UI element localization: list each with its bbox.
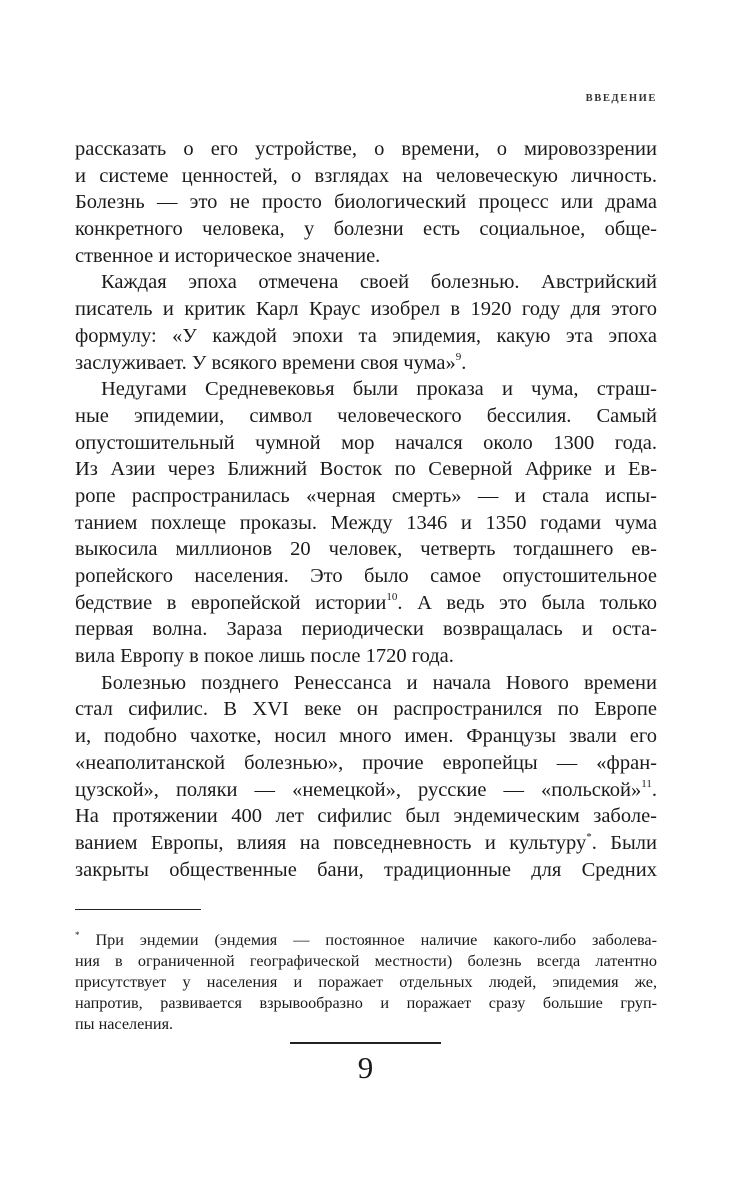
footnote-line <box>75 993 657 1014</box>
text-run: опустошительный чумной мор начался около 1300 года. <box>75 431 657 454</box>
body-text <box>75 136 657 883</box>
text-run: первая волна. Зараза периодически возвращалась и оста- <box>75 618 657 641</box>
body-line <box>75 296 657 323</box>
text-run: цузской», поляки — «немецкой», русские — «польской» <box>75 778 642 801</box>
body-line <box>75 750 657 777</box>
footnote-reference: * <box>586 830 592 843</box>
body-line <box>75 777 657 804</box>
text-run: Из Азии через Ближний Восток по Северной Африке и Ев- <box>75 458 657 481</box>
footnote-divider <box>75 909 201 910</box>
text-run: ственное и историческое значение. <box>75 244 381 267</box>
footnote-reference: * <box>75 930 80 940</box>
body-line <box>75 483 657 510</box>
text-run: пы населения. <box>75 1015 174 1033</box>
text-run: . Были <box>591 831 657 854</box>
body-line <box>75 350 657 377</box>
text-run: При эндемии (эндемия — постоянное наличие какого-либо заболева- <box>79 931 657 949</box>
text-run: вила Европу в покое лишь после 1720 года. <box>75 645 454 668</box>
body-line <box>75 216 657 243</box>
text-run: и, подобно чахотке, носил много имен. Французы звали его <box>75 725 657 748</box>
text-run: ные эпидемии, символ человеческого бессилия. Самый <box>75 404 657 427</box>
page-number: 9 <box>357 1050 374 1085</box>
body-line <box>75 670 657 697</box>
body-line <box>75 430 657 457</box>
text-run: заслуживает. У всякого времени своя чума» <box>75 351 456 374</box>
text-run: ропейского населения. Это было самое опустошительное <box>75 565 657 587</box>
text-run: присутствует у населения и поражает отдельных людей, эпидемия же, <box>75 973 657 991</box>
page-number-rule <box>290 1042 441 1044</box>
footnote-reference: 9 <box>455 350 462 363</box>
body-line <box>75 830 657 857</box>
body-line <box>75 323 657 350</box>
body-line <box>75 857 657 884</box>
body-line <box>75 376 657 403</box>
text-run: конкретного человека, у болезни есть социальное, обще- <box>75 218 657 241</box>
body-line <box>75 803 657 830</box>
body-line <box>75 563 657 590</box>
text-run: рассказать о его устройстве, о времени, о мировоззрении <box>75 138 657 160</box>
text-run: закрыты общественные бани, традиционные для Средних <box>75 858 657 881</box>
text-run: Болезнь — это не просто биологический процесс или драма <box>75 191 657 214</box>
text-run: Болезнью позднего Ренессанса и начала Нового времени <box>101 671 657 694</box>
running-header: ВВЕДЕНИЕ <box>585 93 657 104</box>
footnote-line <box>75 972 657 993</box>
body-line <box>75 643 657 670</box>
text-run: танием похлеще проказы. Между 1346 и 1350 годами чума <box>75 511 657 534</box>
body-line <box>75 136 657 163</box>
body-line <box>75 536 657 563</box>
body-line <box>75 510 657 537</box>
text-run: стал сифилис. В XVI веке он распространился по Европе <box>75 698 657 721</box>
footnote-line <box>75 1014 657 1035</box>
footnote-reference: 10 <box>386 590 398 603</box>
footnote <box>75 930 657 1035</box>
footnote-line <box>75 930 657 951</box>
text-run: ропе распространилась «черная смерть» — и стала испы- <box>75 484 657 507</box>
body-line <box>75 189 657 216</box>
text-run: На протяжении 400 лет сифилис был эндемическим заболе- <box>75 805 657 828</box>
text-run: ния в ограниченной географической местности) болезнь всегда латентно <box>75 952 657 970</box>
footnote-line <box>75 951 657 972</box>
text-run: Каждая эпоха отмечена своей болезнью. Австрийский <box>101 271 657 294</box>
body-line <box>75 243 657 270</box>
text-run: писатель и критик Карл Краус изобрел в 1920 году для этого <box>75 298 657 321</box>
body-line <box>75 403 657 430</box>
footnote-reference: 11 <box>641 777 652 790</box>
text-run: Недугами Средневековья были проказа и чума, страш- <box>101 378 657 401</box>
body-line <box>75 590 657 617</box>
text-run: бедствие в европейской истории <box>75 591 387 614</box>
text-run: формулу: «У каждой эпохи та эпидемия, какую эта эпоха <box>75 324 657 347</box>
text-run: выкосила миллионов 20 человек, четверть тогдашнего ев- <box>75 538 657 561</box>
body-line <box>75 696 657 723</box>
text-run: . <box>651 778 657 801</box>
body-line <box>75 616 657 643</box>
text-run: . <box>461 351 467 374</box>
body-line <box>75 456 657 483</box>
text-run: и системе ценностей, о взглядах на человеческую личность. <box>75 164 657 187</box>
text-run: ванием Европы, влияя на повседневность и культуру <box>75 831 587 854</box>
text-run: . А ведь это была только <box>397 591 657 614</box>
body-line <box>75 269 657 296</box>
text-run: напротив, развивается взрывообразно и поражает сразу большие груп- <box>75 994 657 1012</box>
body-line <box>75 163 657 190</box>
text-run: «неаполитанской болезнью», прочие европейцы — «фран- <box>75 751 657 774</box>
body-line <box>75 723 657 750</box>
